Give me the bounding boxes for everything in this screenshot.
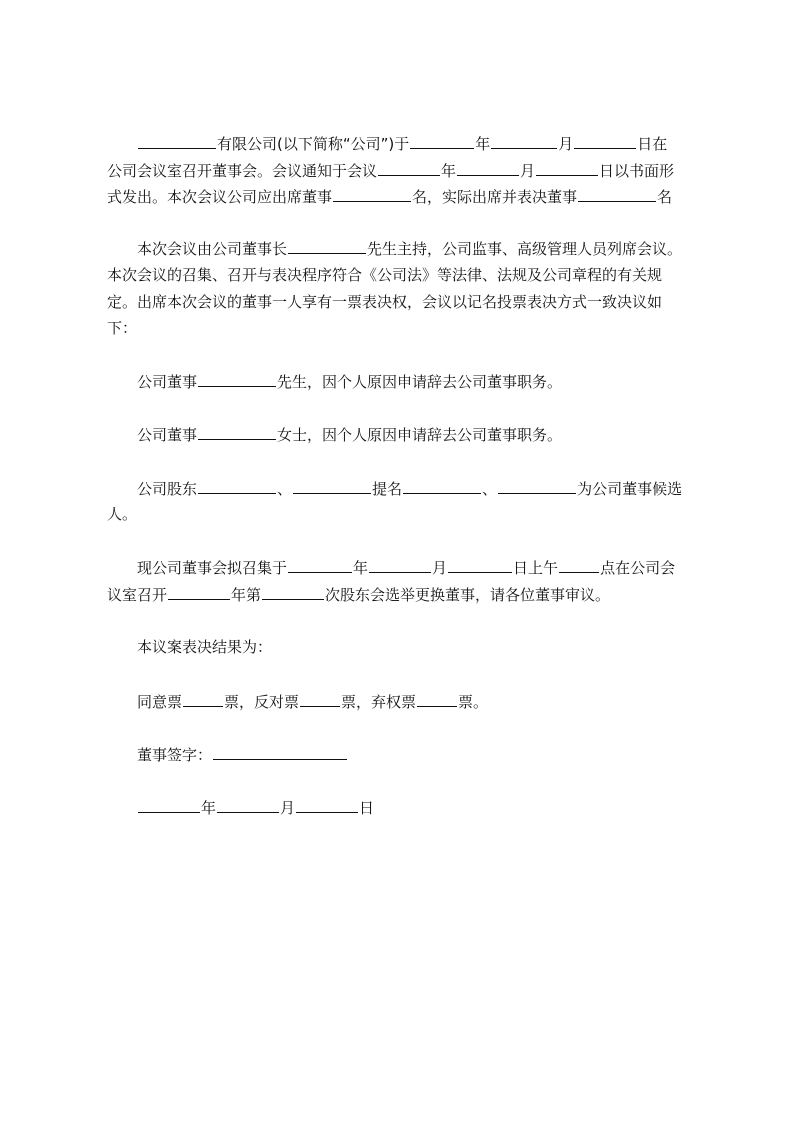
session-year-blank[interactable] — [168, 584, 230, 600]
text: 议室召开 — [107, 586, 168, 604]
result-heading: 本议案表决结果为： — [137, 638, 273, 656]
text: 式发出。本次会议公司应出席董事 — [107, 188, 333, 206]
text: 月 — [520, 162, 536, 180]
oppose-votes-blank[interactable] — [300, 691, 340, 707]
text: 公司会议室召开董事会。会议通知于会议 — [107, 162, 378, 180]
sign-month-blank[interactable] — [217, 797, 279, 813]
signature-line — [137, 744, 348, 764]
text: 日上午 — [513, 559, 559, 577]
text: 票。 — [458, 693, 489, 711]
paragraph2-line1 — [137, 238, 682, 258]
text: 月 — [432, 559, 448, 577]
shareholder-meeting-month-blank[interactable] — [369, 557, 431, 573]
paragraph2-line3: 定。出席本次会议的董事一人享有一票表决权，会议以记名投票表决方式一致决议如 — [107, 293, 663, 311]
shareholder-meeting-year-blank[interactable] — [288, 557, 352, 573]
paragraph1-line3 — [107, 186, 672, 206]
candidate-blank[interactable] — [403, 478, 481, 494]
text: 、 — [482, 480, 498, 498]
vote-counts — [137, 691, 488, 711]
signature-label: 董事签字： — [137, 746, 213, 764]
text: 月 — [280, 799, 296, 817]
text: 月 — [558, 135, 574, 153]
text: 名，实际出席并表决董事 — [412, 188, 578, 206]
text: 、 — [277, 480, 293, 498]
director-name-blank[interactable] — [198, 371, 276, 387]
text: 年 — [475, 135, 491, 153]
nomination-line2: 人。 — [107, 505, 138, 523]
date-line — [137, 797, 374, 817]
text: 点在公司会 — [600, 559, 676, 577]
meeting-year-blank[interactable] — [410, 133, 474, 149]
text: 先生主持，公司监事、高级管理人员列席会议。 — [367, 240, 683, 258]
text: 年 — [353, 559, 369, 577]
text: 名 — [657, 188, 673, 206]
text: 先生，因个人原因申请辞去公司董事职务。 — [277, 373, 563, 391]
meeting-month-blank[interactable] — [491, 133, 557, 149]
approve-votes-blank[interactable] — [183, 691, 223, 707]
text: 公司股东 — [137, 480, 198, 498]
text: 票，弃权票 — [341, 693, 417, 711]
nomination-line1 — [137, 478, 682, 498]
director-name-blank[interactable] — [198, 424, 276, 440]
hour-blank[interactable] — [559, 557, 599, 573]
meeting-call-line2 — [107, 584, 610, 604]
text: 有限公司(以下简称“公司”)于 — [217, 135, 410, 153]
text: 日在 — [637, 135, 668, 153]
text: 现公司董事会拟召集于 — [137, 559, 288, 577]
text: 日以书面形 — [599, 162, 675, 180]
text: 女士，因个人原因申请辞去公司董事职务。 — [277, 426, 563, 444]
text: 为公司董事候选 — [577, 480, 683, 498]
text: 次股东会选举更换董事，请各位董事审议。 — [325, 586, 611, 604]
notice-year-blank[interactable] — [378, 160, 440, 176]
text: 年 — [441, 162, 457, 180]
text: 同意票 — [137, 693, 183, 711]
text: 日 — [359, 799, 375, 817]
text: 公司董事 — [137, 373, 198, 391]
sign-year-blank[interactable] — [138, 797, 200, 813]
resignation-item-1 — [137, 371, 562, 391]
text: 票，反对票 — [224, 693, 300, 711]
paragraph2-line2: 本次会议的召集、召开与表决程序符合《公司法》等法律、法规及公司章程的有关规 — [107, 266, 663, 284]
notice-day-blank[interactable] — [536, 160, 598, 176]
text: 本次会议由公司董事长 — [137, 240, 288, 258]
candidate-blank[interactable] — [498, 478, 576, 494]
paragraph2-line4: 下： — [107, 319, 138, 337]
required-directors-blank[interactable] — [333, 186, 411, 202]
shareholder-meeting-day-blank[interactable] — [448, 557, 512, 573]
text: 年 — [201, 799, 217, 817]
text: 年第 — [231, 586, 262, 604]
meeting-day-blank[interactable] — [574, 133, 636, 149]
paragraph1-line2 — [107, 160, 674, 180]
session-number-blank[interactable] — [262, 584, 324, 600]
text: 公司董事 — [137, 426, 198, 444]
notice-month-blank[interactable] — [457, 160, 519, 176]
abstain-votes-blank[interactable] — [417, 691, 457, 707]
text: 提名 — [372, 480, 403, 498]
shareholder-blank[interactable] — [198, 478, 276, 494]
signature-blank[interactable] — [213, 744, 347, 760]
chairman-blank[interactable] — [288, 238, 366, 254]
shareholder-blank[interactable] — [293, 478, 371, 494]
sign-day-blank[interactable] — [296, 797, 358, 813]
attending-directors-blank[interactable] — [578, 186, 656, 202]
meeting-call-line1 — [137, 557, 675, 577]
paragraph1-line1 — [137, 133, 667, 153]
company-name-blank[interactable] — [138, 133, 216, 149]
resignation-item-2 — [137, 424, 562, 444]
